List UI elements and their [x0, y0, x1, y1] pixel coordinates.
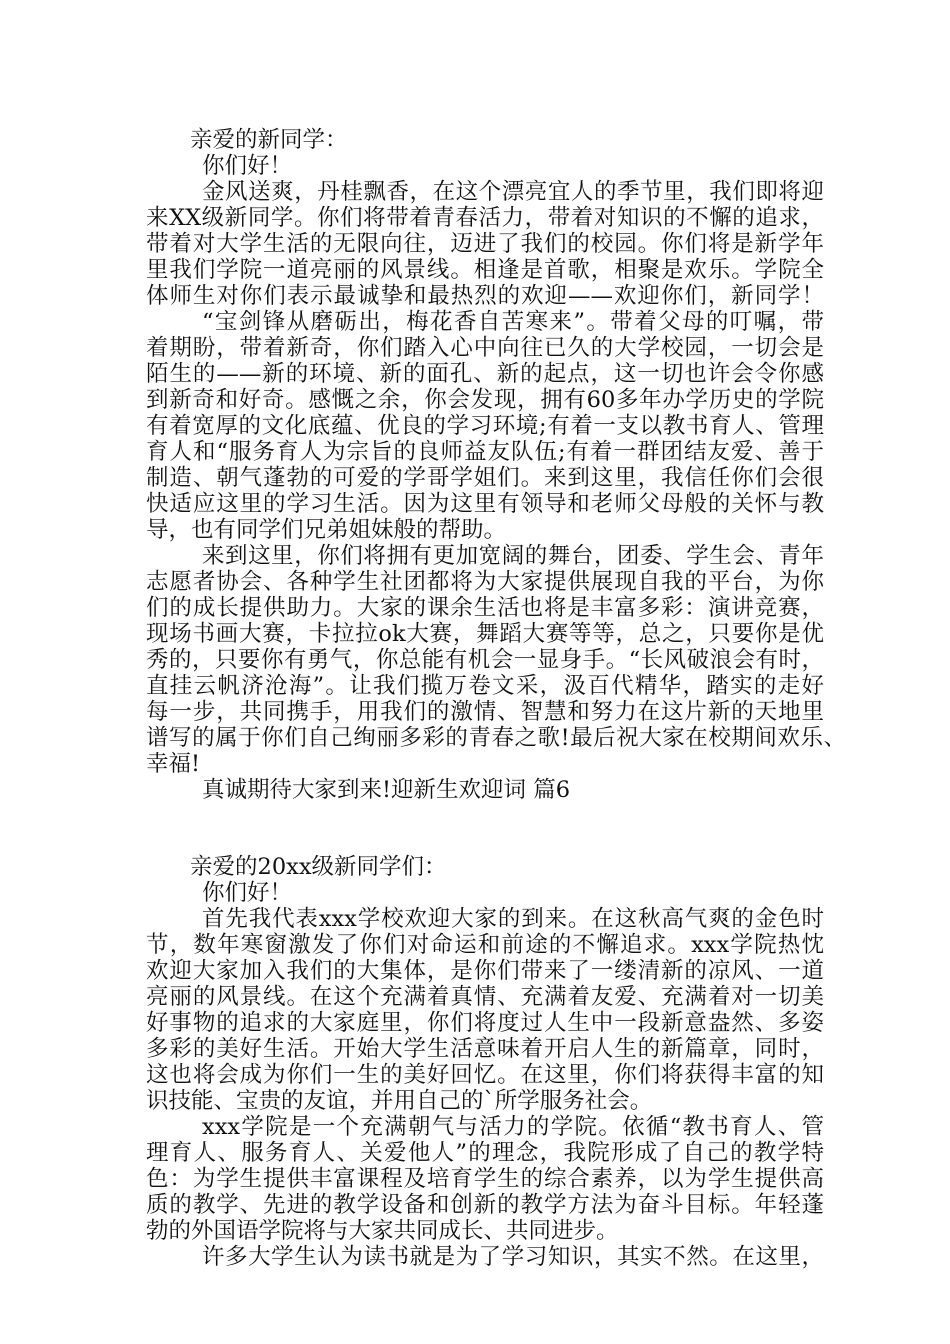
paragraph-line: 理育人、服务育人、关爱他人”的理念，我院形成了自己的教学特 [146, 1140, 824, 1166]
paragraph-line: 快适应这里的学习生活。因为这里有领导和老师父母般的关怀与教 [146, 491, 824, 517]
paragraph-line: 节，数年寒窗激发了你们对命运和前途的不懈追求。xxx学院热忱 [146, 932, 824, 958]
paragraph-line: 欢迎大家加入我们的大集体，是你们带来了一缕清新的凉风、一道 [146, 958, 824, 984]
paragraph-line: 色：为学生提供丰富课程及培育学生的综合素养，以为学生提供高 [146, 1166, 824, 1192]
paragraph-line: 识技能、宝贵的友谊，并用自己的`所学服务社会。 [146, 1088, 653, 1114]
paragraph-line: 着期盼，带着新奇，你们踏入心中向往已久的大学校园，一切会是 [146, 335, 824, 361]
paragraph-line: 来XX级新同学。你们将带着青春活力，带着对知识的不懈的追求， [146, 205, 824, 231]
section-title: 真诚期待大家到来!迎新生欢迎词 篇6 [202, 777, 571, 803]
paragraph-line: 来到这里，你们将拥有更加宽阔的舞台，团委、学生会、青年 [202, 543, 824, 569]
paragraph-line: 里我们学院一道亮丽的风景线。相逢是首歌，相聚是欢乐。学院全 [146, 257, 824, 283]
paragraph-line: 带着对大学生活的无限向往，迈进了我们的校园。你们将是新学年 [146, 231, 824, 257]
paragraph-line: 育人和“服务育人为宗旨的良师益友队伍;有着一群团结友爱、善于 [146, 439, 824, 465]
paragraph-line: 每一步，共同携手，用我们的激情、智慧和努力在这片新的天地里 [146, 699, 824, 725]
paragraph-line: 有着宽厚的文化底蕴、优良的学习环境;有着一支以教书育人、管理 [146, 413, 824, 439]
greeting-2: 你们好！ [202, 880, 293, 906]
paragraph-line: 好事物的追求的大家庭里，你们将度过人生中一段新意盎然、多姿 [146, 1010, 824, 1036]
paragraph-line: 体师生对你们表示最诚挚和最热烈的欢迎——欢迎你们，新同学！ [146, 283, 824, 309]
paragraph-line: 亮丽的风景线。在这个充满着真情、充满着友爱、充满着对一切美 [146, 984, 824, 1010]
paragraph-line: 们的成长提供助力。大家的课余生活也将是丰富多彩：演讲竞赛， [146, 595, 824, 621]
paragraph-line: 勃的外国语学院将与大家共同成长、共同进步。 [146, 1218, 619, 1244]
paragraph-line: 秀的，只要你有勇气，你总能有机会一显身手。“长风破浪会有时， [146, 647, 824, 673]
paragraph-line: 制造、朝气蓬勃的可爱的学哥学姐们。来到这里，我信任你们会很 [146, 465, 824, 491]
salutation-2: 亲爱的20xx级新同学们： [190, 854, 447, 880]
paragraph-line: 首先我代表xxx学校欢迎大家的到来。在这秋高气爽的金色时 [202, 906, 824, 932]
paragraph-line: 到新奇和好奇。感慨之余，你会发现，拥有60多年办学历史的学院 [146, 387, 824, 413]
paragraph-line: 幸福! [146, 751, 201, 777]
paragraph-line: 金风送爽，丹桂飘香，在这个漂亮宜人的季节里，我们即将迎 [202, 179, 824, 205]
paragraph-line: 谱写的属于你们自己绚丽多彩的青春之歌!最后祝大家在校期间欢乐、 [146, 725, 846, 751]
paragraph-line: 这也将会成为你们一生的美好回忆。在这里，你们将获得丰富的知 [146, 1062, 824, 1088]
paragraph-line: 现场书画大赛，卡拉拉ok大赛，舞蹈大赛等等，总之，只要你是优 [146, 621, 824, 647]
paragraph-line: 质的教学、先进的教学设备和创新的教学方法为奋斗目标。年轻蓬 [146, 1192, 824, 1218]
paragraph-line: 直挂云帆济沧海”。让我们揽万卷文采，汲百代精华，踏实的走好 [146, 673, 824, 699]
paragraph-line: 导，也有同学们兄弟姐妹般的帮助。 [146, 517, 507, 543]
paragraph-line: xxx学院是一个充满朝气与活力的学院。依循“教书育人、管 [202, 1114, 824, 1140]
paragraph-line: 陌生的——新的环境、新的面孔、新的起点，这一切也许会令你感 [146, 361, 824, 387]
paragraph-line: “宝剑锋从磨砺出，梅花香自苦寒来”。带着父母的叮嘱，带 [202, 309, 824, 335]
salutation-1: 亲爱的新同学： [190, 127, 348, 153]
paragraph-line: 许多大学生认为读书就是为了学习知识，其实不然。在这里， [202, 1244, 824, 1270]
greeting-1: 你们好！ [202, 153, 293, 179]
paragraph-line: 多彩的美好生活。开始大学生活意味着开启人生的新篇章，同时， [146, 1036, 824, 1062]
paragraph-line: 志愿者协会、各种学生社团都将为大家提供展现自我的平台，为你 [146, 569, 824, 595]
